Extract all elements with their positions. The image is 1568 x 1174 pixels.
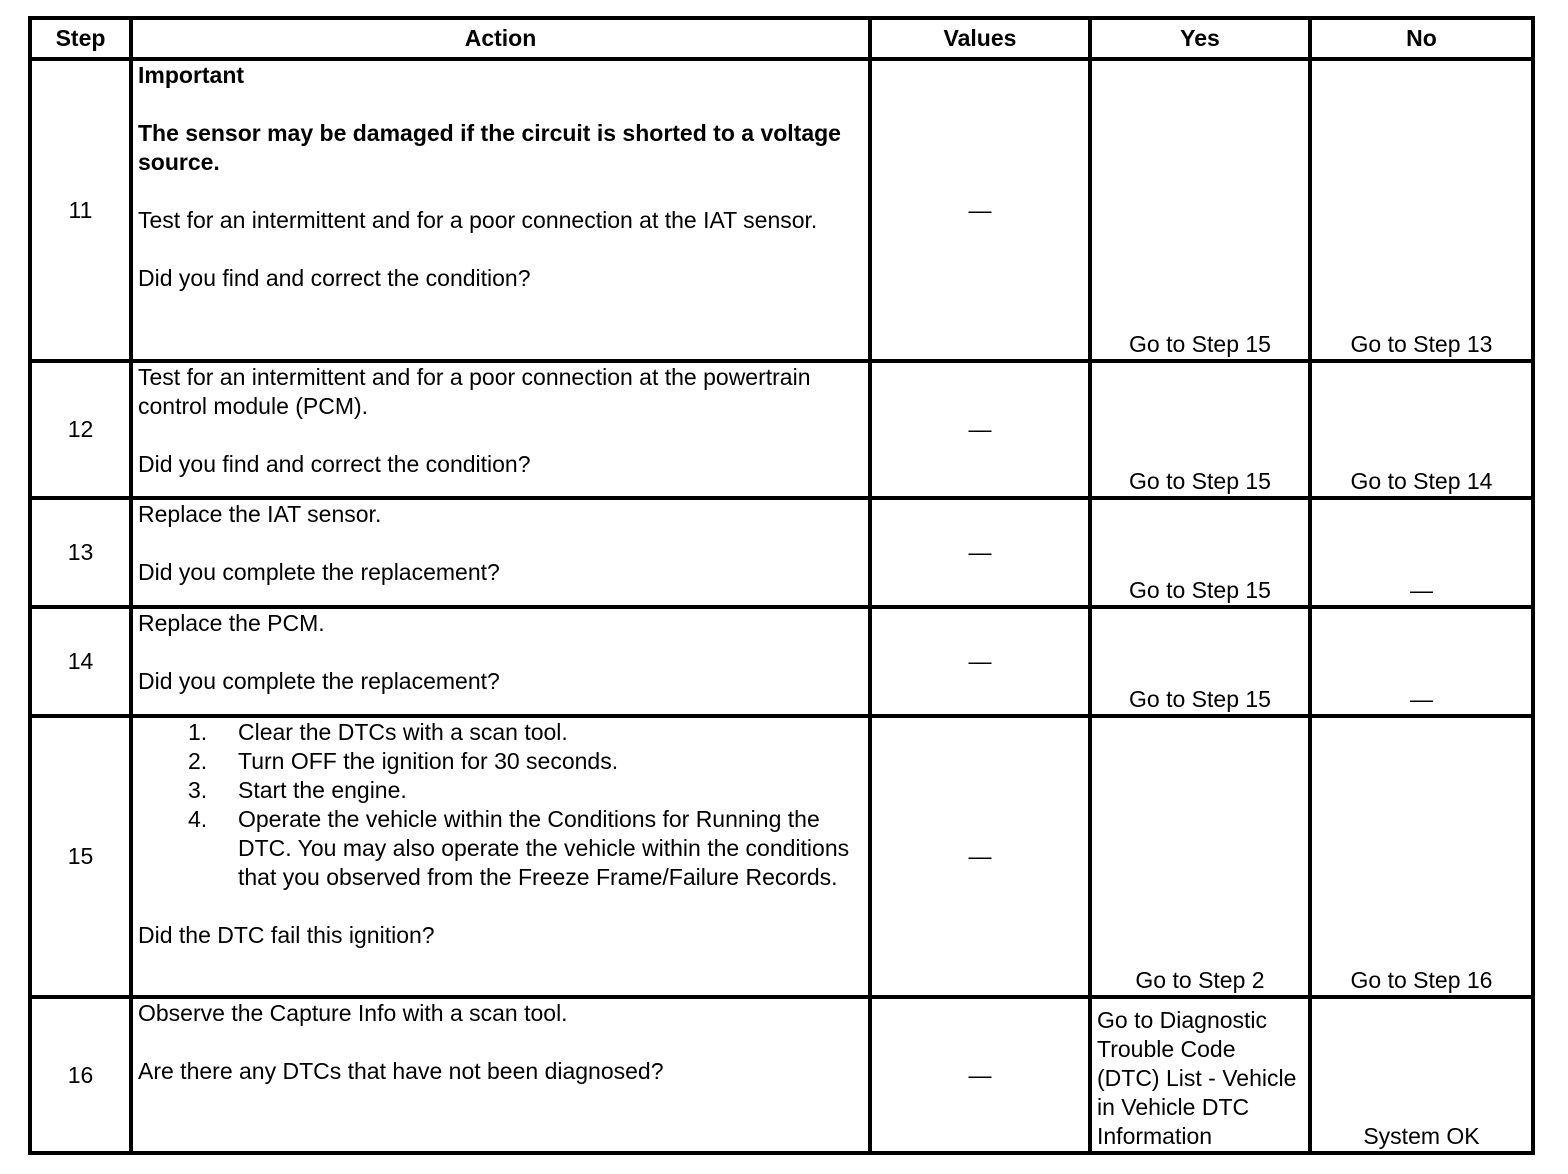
question-text: Did you complete the replacement?: [138, 668, 500, 694]
no-result: System OK: [1310, 997, 1533, 1153]
list-item: 2. Turn OFF the ignition for 30 seconds.: [188, 748, 619, 774]
step-number: 15: [30, 716, 131, 997]
header-action: Action: [131, 18, 870, 59]
yes-result: Go to Step 15: [1090, 59, 1310, 361]
action-cell: [131, 498, 870, 607]
question-text: Did you complete the replacement?: [138, 559, 500, 585]
table-row-step-12: [30, 361, 1533, 498]
yes-result: Go to Step 15: [1090, 498, 1310, 607]
action-cell: [131, 716, 870, 997]
instruction-text: Replace the IAT sensor.: [138, 501, 382, 527]
instruction-text: Test for an intermittent and for a poor connection at the powertrain control module (PCM).: [138, 364, 811, 419]
table-row-step-15: [30, 716, 1533, 997]
yes-result: Go to Step 15: [1090, 607, 1310, 716]
action-cell: [131, 607, 870, 716]
list-item: 4. Operate the vehicle within the Conditions for Running the DTC. You may also operate the vehicle within the conditions that you observed from the Freeze Frame/Failure Records.: [188, 806, 850, 890]
instruction-text: Observe the Capture Info with a scan tool.: [138, 1000, 568, 1026]
diagnostic-table: [28, 16, 1535, 1155]
list-item: 3. Start the engine.: [188, 777, 407, 803]
table-row-step-11: [30, 59, 1533, 361]
yes-result: Go to Step 15: [1090, 361, 1310, 498]
table-row-step-13: [30, 498, 1533, 607]
question-text: Did you find and correct the condition?: [138, 265, 531, 291]
list-item: 1. Clear the DTCs with a scan tool.: [188, 719, 568, 745]
step-number: 13: [30, 498, 131, 607]
no-result: Go to Step 16: [1310, 716, 1533, 997]
header-yes: Yes: [1090, 18, 1310, 59]
table-row-step-14: [30, 607, 1533, 716]
step-number: 12: [30, 361, 131, 498]
instruction-text: Replace the PCM.: [138, 610, 325, 636]
values-cell: —: [870, 997, 1090, 1153]
action-cell: [131, 361, 870, 498]
important-text: The sensor may be damaged if the circuit is shorted to a voltage source.: [138, 120, 841, 175]
header-row: [30, 18, 1533, 59]
question-text: Did you find and correct the condition?: [138, 451, 531, 477]
step-number: 14: [30, 607, 131, 716]
values-cell: —: [870, 59, 1090, 361]
values-cell: —: [870, 607, 1090, 716]
procedure-list: [138, 718, 863, 892]
values-cell: —: [870, 498, 1090, 607]
no-result: —: [1310, 498, 1533, 607]
action-cell: [131, 59, 870, 361]
important-label: Important: [138, 62, 245, 88]
yes-result: Go to Diagnostic Trouble Code (DTC) List - Vehicle in Vehicle DTC Information: [1090, 997, 1310, 1153]
no-result: Go to Step 14: [1310, 361, 1533, 498]
values-cell: —: [870, 716, 1090, 997]
action-cell: [131, 997, 870, 1153]
yes-result: Go to Step 2: [1090, 716, 1310, 997]
header-no: No: [1310, 18, 1533, 59]
header-step: Step: [30, 18, 131, 59]
table-row-step-16: [30, 997, 1533, 1153]
header-values: Values: [870, 18, 1090, 59]
no-result: Go to Step 13: [1310, 59, 1533, 361]
question-text: Are there any DTCs that have not been diagnosed?: [138, 1058, 664, 1084]
no-result: —: [1310, 607, 1533, 716]
step-number: 16: [30, 997, 131, 1153]
instruction-text: Test for an intermittent and for a poor connection at the IAT sensor.: [138, 207, 818, 233]
question-text: Did the DTC fail this ignition?: [138, 922, 435, 948]
step-number: 11: [30, 59, 131, 361]
values-cell: —: [870, 361, 1090, 498]
